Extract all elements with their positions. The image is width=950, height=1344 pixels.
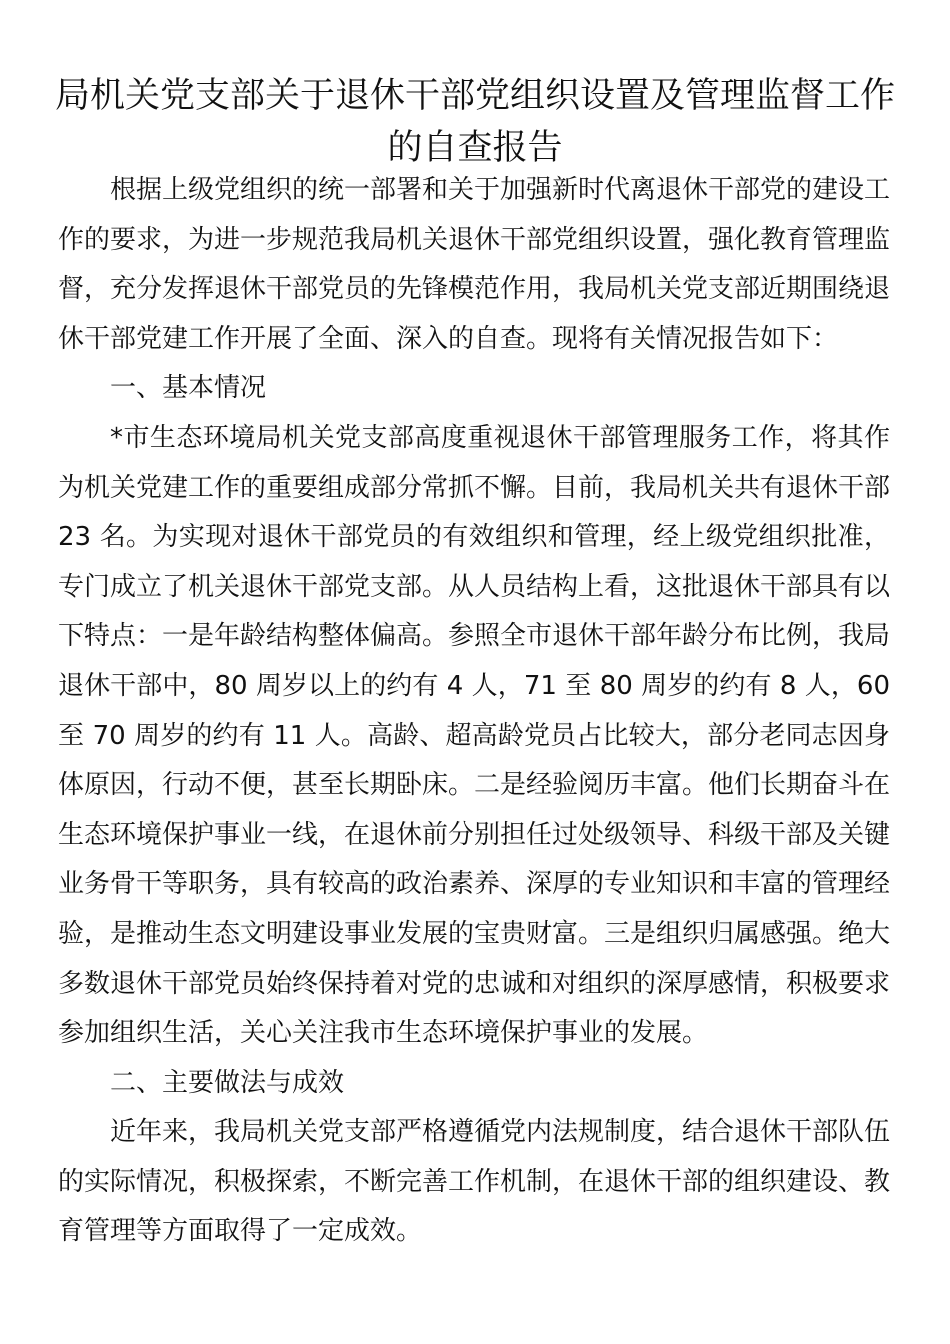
document-body (58, 166, 890, 1257)
basic-situation-paragraph: *市生态环境局机关党支部高度重视退休干部管理服务工作，将其作为机关党建工作的重要组成部分常抓不懈。目前，我局机关共有退休干部 23 名。为实现对退休干部党员的有效组织和管理，经上级党组织批准，专门成立了机关退休干部党支部。从人员结构上看，这批退休干部具有以下特点：一是年龄结构整体偏高。参照全市退休干部年龄分布比例，我局退休干部中，80 周岁以上的约有 4 人，71 至 80 周岁的约有 8 人，60 至 70 周岁的约有 11 人。高龄、超高龄党员占比较大，部分老同志因身体原因，行动不便，甚至长期卧床。二是经验阅历丰富。他们长期奋斗在生态环境保护事业一线，在退休前分别担任过处级领导、科级干部及关键业务骨干等职务，具有较高的政治素养、深厚的专业知识和丰富的管理经验，是推动生态文明建设事业发展的宝贵财富。三是组织归属感强。绝大多数退休干部党员始终保持着对党的忠诚和对组织的深厚感情，积极要求参加组织生活，关心关注我市生态环境保护事业的发展。 (58, 422, 891, 1049)
document-title: 局机关党支部关于退休干部党组织设置及管理监督工作的自查报告 (54, 76, 895, 168)
main-practices-paragraph: 近年来，我局机关党支部严格遵循党内法规制度，结合退休干部队伍的实际情况，积极探索，不断完善工作机制，在退休干部的组织建设、教育管理等方面取得了一定成效。 (58, 1117, 891, 1247)
intro-paragraph: 根据上级党组织的统一部署和关于加强新时代离退休干部党的建设工作的要求，为进一步规范我局机关退休干部党组织设置，强化教育管理监督，充分发挥退休干部党员的先锋模范作用，我局机关党支部近期围绕退休干部党建工作开展了全面、深入的自查。现将有关情况报告如下： (58, 175, 891, 354)
section-heading-main-practices: 二、主要做法与成效 (110, 1067, 345, 1098)
section-heading-basic-situation: 一、基本情况 (110, 373, 267, 404)
